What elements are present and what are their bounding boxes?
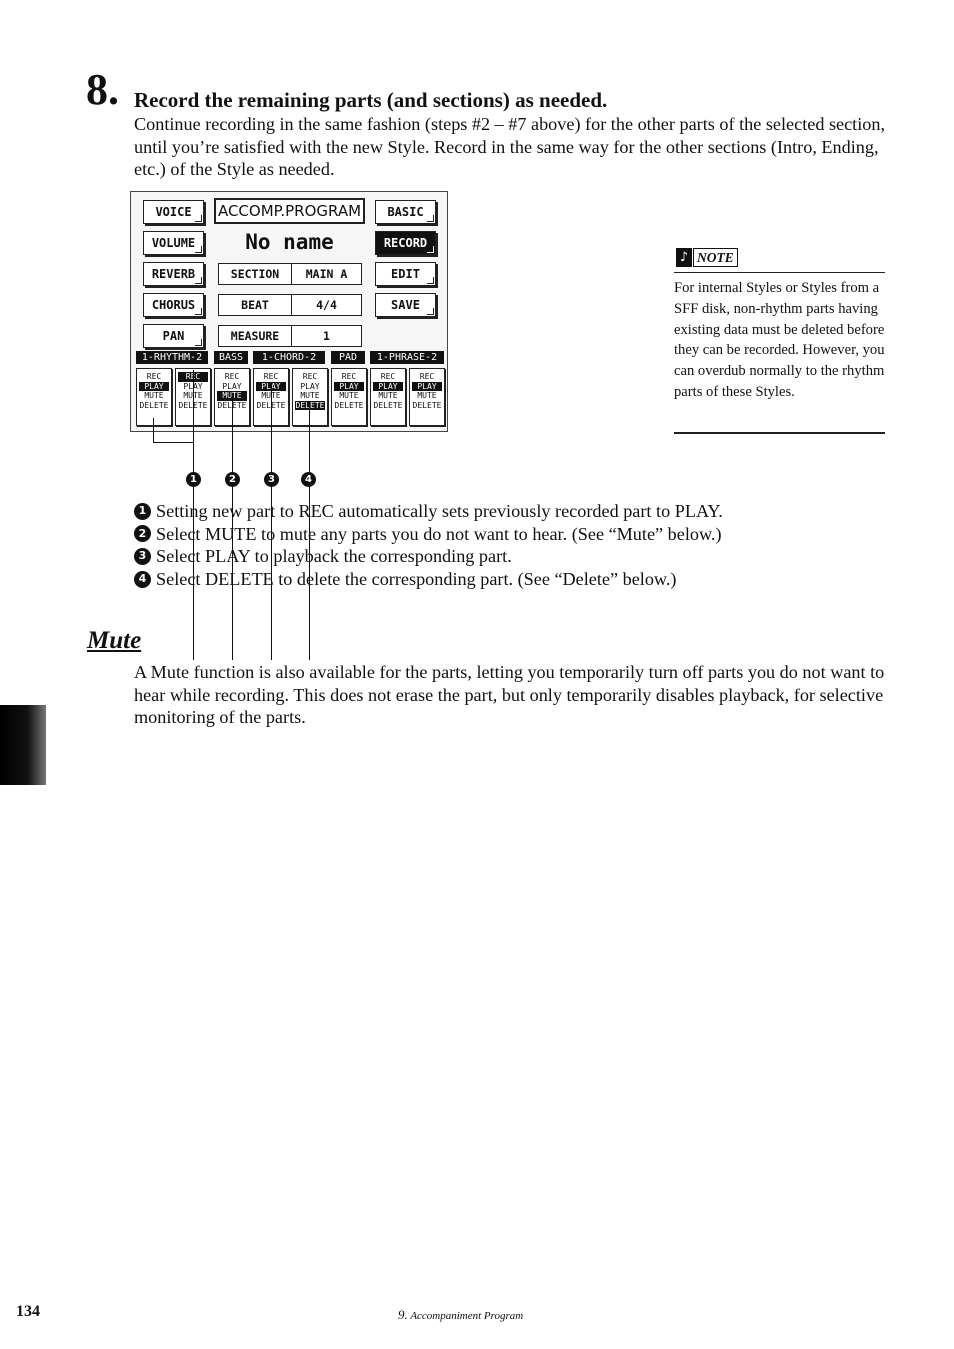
section-title-mute: Mute [87,627,142,654]
legend-text: Select DELETE to delete the corresponding part. (See “Delete” below.) [156,568,677,589]
lcd-screen-illustration [130,191,448,432]
legend-item [134,545,894,568]
step-body: Continue recording in the same fashion (steps #2 – #7 above) for the other parts of the selected section, until you’re satisfied with the new Style. Record in the same way for the other sections (Intro, Ending, etc.) of the Style as needed. [134,114,886,179]
lcd-volume-button: VOLUME [143,231,204,255]
lcd-part-option: DELETE [412,400,442,410]
lcd-part-option: MUTE [417,391,437,400]
lcd-part-option: DELETE [373,400,403,410]
note-divider [674,432,885,434]
lcd-part-option: REC [178,372,208,382]
legend-text: Setting new part to REC automatically sets previously recorded part to PLAY. [156,501,723,521]
lcd-part-option: PLAY [222,381,242,391]
lcd-basic-button: BASIC [375,200,436,224]
legend-text: Select PLAY to playback the corresponding part. [156,546,512,567]
lcd-part-option: MUTE [183,391,203,400]
section-body-mute: A Mute function is also available for the parts, letting you temporarily turn off parts you do not want to hear while recording. This does not erase the part, but only temporarily disables playback, for selective monitoring of the parts. [134,662,885,727]
callout-line [153,442,194,443]
number-badge-icon: 4 [134,571,151,588]
lcd-title: ACCOMP.PROGRAM [214,198,365,224]
lcd-part-label: 1-PHRASE-2 [370,351,444,364]
lcd-part-column [409,368,445,426]
lcd-field-value: MAIN A [305,267,348,281]
lcd-part-option: REC [341,372,357,381]
lcd-part-option: REC [302,372,318,381]
lcd-part-column [292,368,328,426]
lcd-part-label-bar [136,351,444,364]
lcd-part-option: REC [380,372,396,381]
lcd-section-field [218,263,362,285]
number-badge-icon: 3 [134,548,151,565]
lcd-part-option: PLAY [139,382,169,392]
chapter-title: Accompaniment Program [410,1310,524,1322]
legend-item [134,500,894,523]
chapter-number: 9. [398,1307,408,1322]
lcd-part-option: DELETE [334,400,364,410]
step-title: Record the remaining parts (and sections) as needed. [134,88,608,112]
lcd-chorus-button: CHORUS [143,293,204,317]
lcd-style-name: No name [245,230,334,254]
lcd-part-option: PLAY [373,382,403,392]
page-number: 134 [16,1303,40,1320]
note-label: NOTE [693,248,738,267]
number-badge-icon: 1 [134,503,151,520]
lcd-voice-button: VOICE [143,200,204,224]
lcd-part-option: DELETE [256,400,286,410]
lcd-record-button: RECORD [375,231,436,255]
callout-legend [134,500,894,590]
note-divider [674,272,885,273]
callout-line [153,418,154,442]
lcd-save-button: SAVE [375,293,436,317]
lcd-part-option: MUTE [261,391,281,400]
lcd-part-option: MUTE [378,391,398,400]
callout-badge-4: 4 [301,472,316,487]
lcd-part-option: PLAY [256,382,286,392]
lcd-field-value: 4/4 [316,298,337,312]
lcd-part-option: PLAY [334,382,364,392]
number-badge-icon: 2 [134,525,151,542]
lcd-part-label: BASS [214,351,248,364]
lcd-measure-field [218,325,362,347]
lcd-field-label: BEAT [219,295,292,315]
lcd-edit-button: EDIT [375,262,436,286]
lcd-part-option: MUTE [300,391,320,400]
lcd-part-label: PAD [331,351,365,364]
callout-badge-1: 1 [186,472,201,487]
lcd-field-value: 1 [323,329,330,343]
lcd-part-option: DELETE [217,400,247,410]
lcd-part-option: MUTE [144,391,164,400]
chapter-thumb-tab [0,705,46,785]
legend-item [134,523,894,546]
lcd-reverb-button: REVERB [143,262,204,286]
lcd-field-label: MEASURE [219,326,292,346]
lcd-part-option: PLAY [412,382,442,392]
lcd-part-option: REC [263,372,279,381]
lcd-beat-field [218,294,362,316]
lcd-part-option: DELETE [178,400,208,410]
lcd-part-label: 1-CHORD-2 [253,351,325,364]
note-text: For internal Styles or Styles from a SFF disk, non-rhythm parts having existing data must be deleted before they can be recorded. However, you can overdub normally to the rhythm parts of these Styles. [674,280,885,400]
step-number: 8. [86,65,119,114]
lcd-part-option: PLAY [183,381,203,391]
legend-text: Select MUTE to mute any parts you do not want to hear. (See “Mute” below.) [156,523,722,544]
running-footer [398,1307,523,1323]
lcd-part-option: DELETE [295,400,325,410]
legend-item [134,568,894,591]
lcd-part-option: REC [224,372,240,381]
lcd-part-option: PLAY [300,381,320,391]
lcd-part-column [331,368,367,426]
lcd-part-column [136,368,172,426]
lcd-part-option: MUTE [217,391,247,401]
music-note-icon: ♪ [676,248,692,267]
lcd-field-label: SECTION [219,264,292,284]
lcd-part-column [370,368,406,426]
lcd-part-option: MUTE [339,391,359,400]
lcd-pan-button: PAN [143,324,204,348]
lcd-part-option: REC [419,372,435,381]
callout-badge-2: 2 [225,472,240,487]
lcd-part-label: 1-RHYTHM-2 [136,351,208,364]
callout-badge-3: 3 [264,472,279,487]
lcd-part-option: DELETE [139,400,169,410]
lcd-part-option: REC [146,372,162,381]
